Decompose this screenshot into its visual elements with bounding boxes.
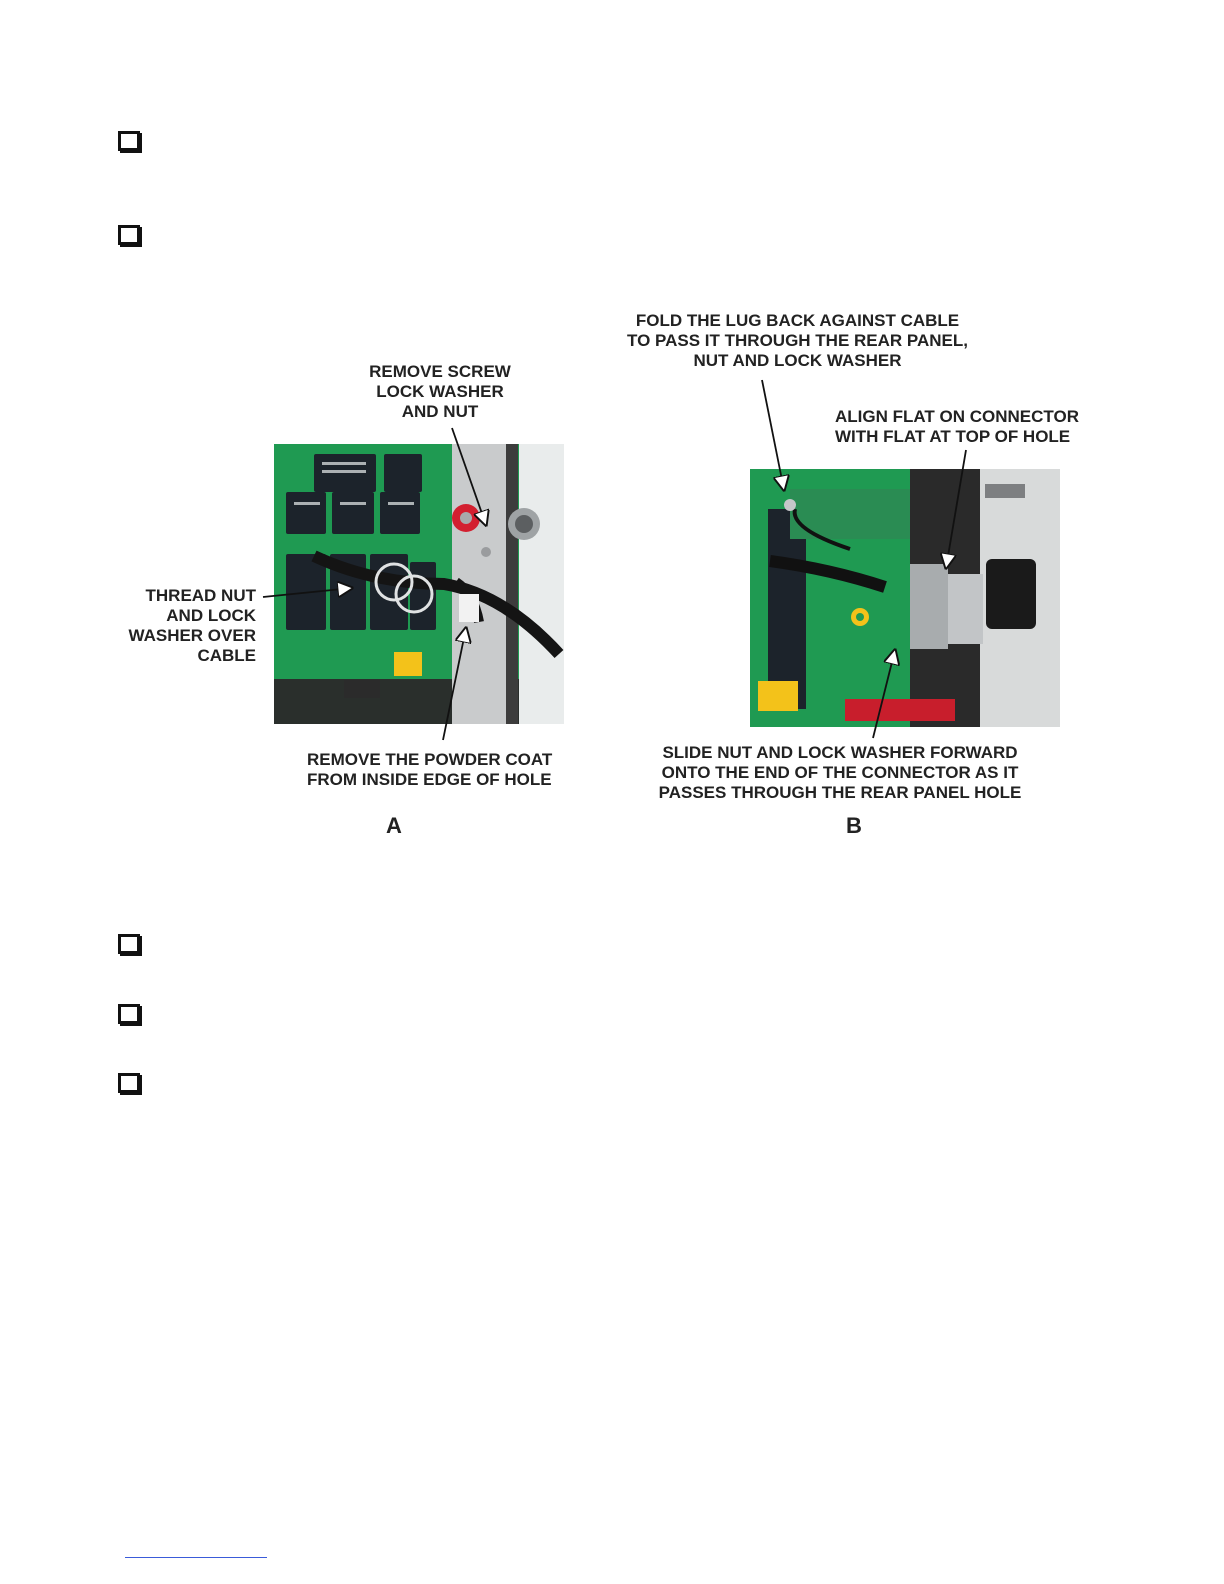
footer-link[interactable] bbox=[125, 1557, 267, 1558]
callout-remove-screw: REMOVE SCREW LOCK WASHER AND NUT bbox=[369, 362, 511, 421]
callout-powder-coat: REMOVE THE POWDER COAT FROM INSIDE EDGE OF HOLE bbox=[307, 750, 553, 789]
callout-thread-nut: THREAD NUT AND LOCK WASHER OVER CABLE bbox=[128, 586, 256, 665]
callout-align-flat: ALIGN FLAT ON CONNECTOR WITH FLAT AT TOP OF HOLE bbox=[835, 407, 1079, 446]
figure-a-letter: A bbox=[386, 813, 402, 838]
callout-fold-lug: FOLD THE LUG BACK AGAINST CABLE TO PASS IT THROUGH THE REAR PANEL, NUT AND LOCK WASHER bbox=[627, 311, 968, 370]
figure-b-letter: B bbox=[846, 813, 862, 838]
callout-slide-nut: SLIDE NUT AND LOCK WASHER FORWARD ONTO THE END OF THE CONNECTOR AS IT PASSES THROUGH THE REAR PANEL HOLE bbox=[658, 743, 1022, 802]
